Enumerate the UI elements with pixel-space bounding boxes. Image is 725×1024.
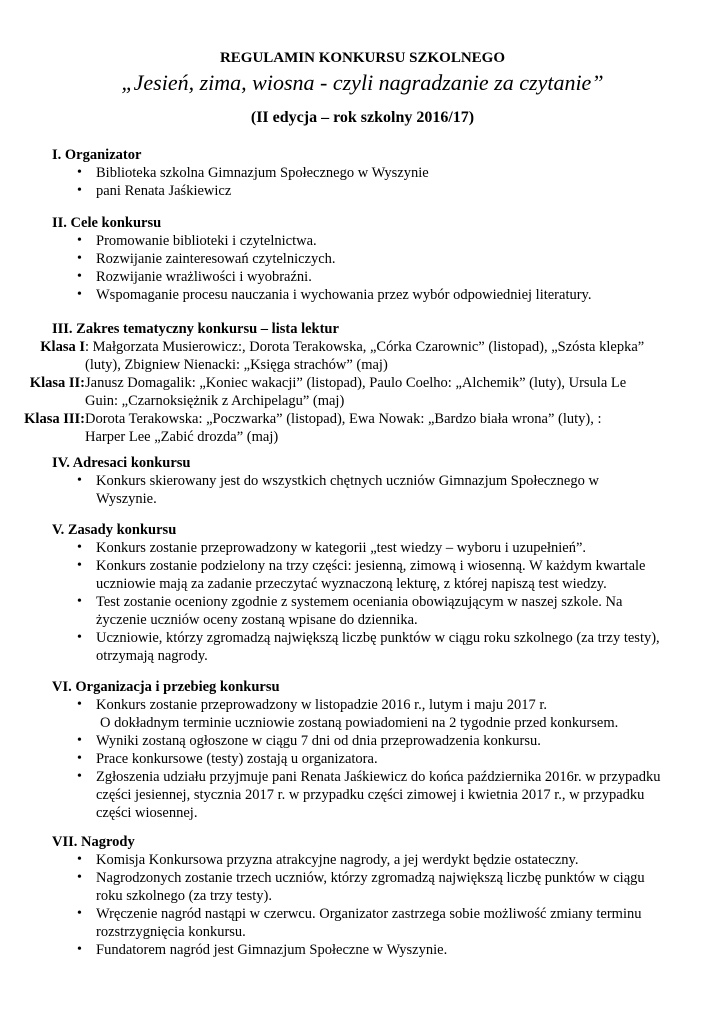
list-item: • Fundatorem nagród jest Gimnazjum Społeczne w Wyszynie. xyxy=(0,941,725,959)
class-label: Klasa I xyxy=(40,339,85,355)
section-awards xyxy=(0,833,725,959)
section-heading: III. Zakres tematyczny konkursu – lista lektur xyxy=(52,321,339,337)
reading-line: (luty), Zbigniew Nienacki: „Księga strachów” (maj) xyxy=(85,357,388,373)
reading-line: Guin: „Czarnoksiężnik z Archipelagu” (maj) xyxy=(85,393,345,409)
list-item: • Konkurs zostanie przeprowadzony w kategorii „test wiedzy – wyboru i uzupełnień”. xyxy=(0,539,725,557)
section-heading: IV. Adresaci konkursu xyxy=(52,455,191,471)
edition-subtitle: (II edycja – rok szkolny 2016/17) xyxy=(250,109,475,126)
list-item xyxy=(0,472,725,508)
line: • Wręczenie nagród nastąpi w czerwcu. Organizator zastrzega sobie możliwość zmiany terminu xyxy=(96,906,642,922)
section-organization xyxy=(0,678,725,822)
section-heading: V. Zasady konkursu xyxy=(52,522,177,538)
reading-line: Harper Lee „Zabić drozda” (maj) xyxy=(85,429,279,445)
line: części jesiennej, stycznia 2017 r. w przypadku części zimowej i kwietnia 2017 r., w przypadku xyxy=(96,787,645,803)
section-rules xyxy=(0,521,725,665)
list-item xyxy=(0,696,725,732)
line: Wyszynie. xyxy=(96,491,157,507)
line: • Konkurs zostanie przeprowadzony w listopadzie 2016 r., lutym i maju 2017 r. xyxy=(96,697,548,713)
line: części wiosennej. xyxy=(96,805,198,821)
contest-name: „Jesień, zima, wiosna - czyli nagradzanie za czytanie” xyxy=(121,70,604,95)
line: roku szkolnego (za trzy testy). xyxy=(96,888,272,904)
reading-line: Janusz Domagalik: „Koniec wakacji” (listopad), Paulo Coelho: „Alchemik” (luty), Ursula Le xyxy=(85,375,627,391)
line: życzenie uczniów oceny zostaną wpisane do dziennika. xyxy=(96,612,418,628)
section-heading: VI. Organizacja i przebieg konkursu xyxy=(52,679,280,695)
list-item xyxy=(0,869,725,905)
line: otrzymają nagrody. xyxy=(96,648,208,664)
line: O dokładnym terminie uczniowie zostaną powiadomieni na 2 tygodnie przed konkursem. xyxy=(100,715,619,731)
list-item: • pani Renata Jaśkiewicz xyxy=(0,182,725,200)
list-item: • Wyniki zostaną ogłoszone w ciągu 7 dni od dnia przeprowadzenia konkursu. xyxy=(0,732,725,750)
list-item: • Promowanie biblioteki i czytelnictwa. xyxy=(0,232,725,250)
section-heading: II. Cele konkursu xyxy=(52,215,162,231)
line: • Test zostanie oceniony zgodnie z systemem oceniania obowiązującym w naszej szkole. Na xyxy=(96,594,623,610)
line: • Konkurs skierowany jest do wszystkich chętnych uczniów Gimnazjum Społecznego w xyxy=(96,473,599,489)
section-addressees xyxy=(0,454,725,508)
line: • Konkurs zostanie podzielony na trzy części: jesienną, zimową i wiosenną. W każdym kwartale xyxy=(96,558,646,574)
list-item xyxy=(0,557,725,593)
list-item xyxy=(0,629,725,665)
class-3-readings xyxy=(0,410,725,446)
class-label: Klasa II: xyxy=(29,375,85,391)
line: • Nagrodzonych zostanie trzech uczniów, którzy zgromadzą największą liczbę punktów w ciągu xyxy=(96,870,645,886)
list-item xyxy=(0,768,725,822)
list-item xyxy=(0,593,725,629)
class-1-readings xyxy=(0,338,725,374)
line: uczniowie mają za zadanie przeczytać wyznaczoną lekturę, z której napiszą test wiedzy. xyxy=(96,576,607,592)
line: rozstrzygnięcia konkursu. xyxy=(96,924,246,940)
list-item xyxy=(0,905,725,941)
list-item: • Rozwijanie zainteresowań czytelniczych. xyxy=(0,250,725,268)
list-item: • Wspomaganie procesu nauczania i wychowania przez wybór odpowiedniej literatury. xyxy=(0,286,725,304)
section-reading-list xyxy=(0,320,725,446)
list-item: • Komisja Konkursowa przyzna atrakcyjne nagrody, a jej werdykt będzie ostateczny. xyxy=(0,851,725,869)
section-heading: I. Organizator xyxy=(52,147,142,163)
reading-line: : Małgorzata Musierowicz:, Dorota Terakowska, „Córka Czarownic” (listopad), „Szósta klepka” xyxy=(85,339,645,355)
line: • Zgłoszenia udziału przyjmuje pani Renata Jaśkiewicz do końca października 2016r. w przypadku xyxy=(96,769,661,785)
list-item: • Prace konkursowe (testy) zostają u organizatora. xyxy=(0,750,725,768)
reading-line: Dorota Terakowska: „Poczwarka” (listopad), Ewa Nowak: „Bardzo biała wrona” (luty), : xyxy=(85,411,602,427)
list-item: • Rozwijanie wrażliwości i wyobraźni. xyxy=(0,268,725,286)
class-2-readings xyxy=(0,374,725,410)
section-organizer xyxy=(0,146,725,200)
document-title: REGULAMIN KONKURSU SZKOLNEGO xyxy=(219,50,506,66)
line: • Uczniowie, którzy zgromadzą największą liczbę punktów w ciągu roku szkolnego (za trzy testy), xyxy=(96,630,660,646)
list-item: • Biblioteka szkolna Gimnazjum Społecznego w Wyszynie xyxy=(0,164,725,182)
section-goals xyxy=(0,214,725,304)
class-label: Klasa III: xyxy=(24,411,85,427)
section-heading: VII. Nagrody xyxy=(52,834,135,850)
